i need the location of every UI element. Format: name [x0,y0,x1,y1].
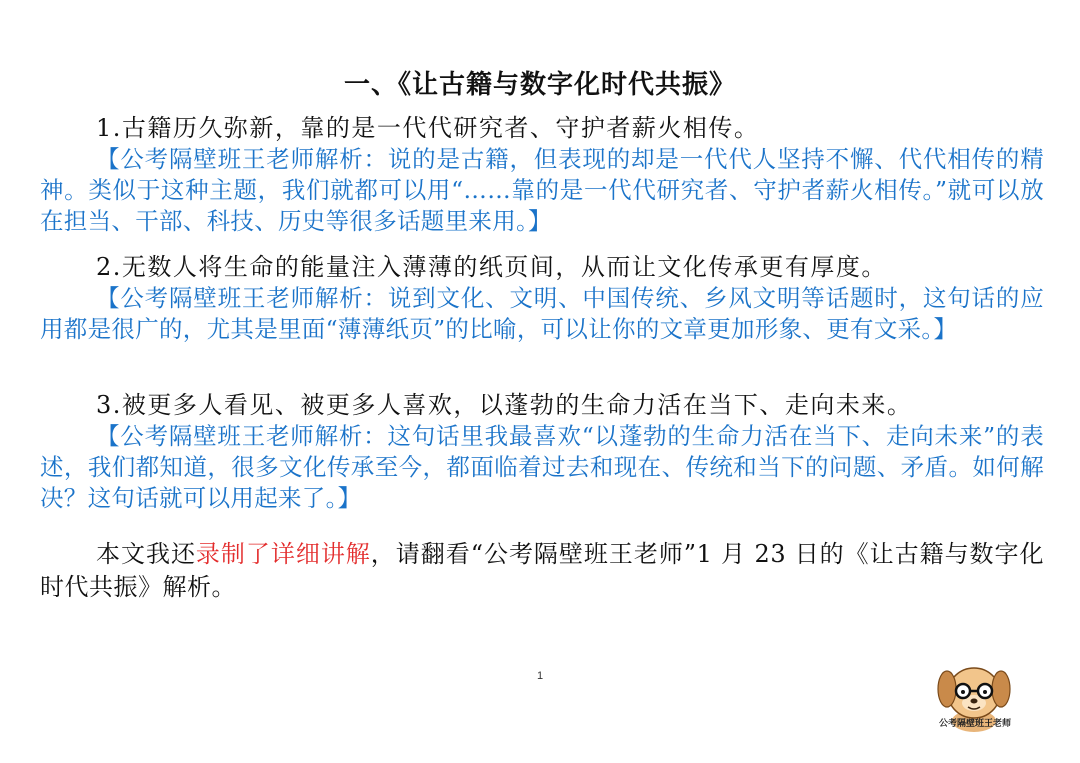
closing-paragraph [40,538,1044,604]
closing-text-after: ，请翻看“公考隔壁班王老师”1 月 23 日的《让古籍与数字化时代共振》解析。 [40,540,1045,601]
analysis-3: 【公考隔壁班王老师解析：这句话里我最喜欢“以蓬勃的生命力活在当下、走向未来”的表述，我们都知道，很多文化传承至今，都面临着过去和现在、传统和当下的问题、矛盾。如何解决？这句话就可以用起来了。】 [40,422,1044,512]
item-1 [40,113,1044,237]
analysis-2: 【公考隔壁班王老师解析：说到文化、文明、中国传统、乡风文明等话题时，这句话的应用都是很广的，尤其是里面“薄薄纸页”的比喻，可以让你的文章更加形象、更有文采。】 [40,284,1044,343]
page-number: 1 [536,670,544,682]
closing-highlight: 录制了详细讲解 [195,540,371,568]
document-title: 一、《让古籍与数字化时代共振》 [343,70,736,100]
item-3 [40,390,1044,514]
closing-text-before: 本文我还 [96,540,196,568]
item-2 [40,252,1044,345]
quote-1: 1.古籍历久弥新，靠的是一代代研究者、守护者薪火相传。 [96,114,760,142]
logo-caption: 公考隔壁班王老师 [938,719,1011,729]
quote-2: 2.无数人将生命的能量注入薄薄的纸页间，从而让文化传承更有厚度。 [96,253,887,281]
quote-3: 3.被更多人看见、被更多人喜欢，以蓬勃的生命力活在当下、走向未来。 [96,391,913,419]
analysis-1: 【公考隔壁班王老师解析：说的是古籍，但表现的却是一代代人坚持不懈、代代相传的精神。类似于这种主题，我们就都可以用“……靠的是一代代研究者、守护者薪火相传。”就可以放在担当、干部、科技、历史等很多话题里来用。】 [40,145,1044,235]
